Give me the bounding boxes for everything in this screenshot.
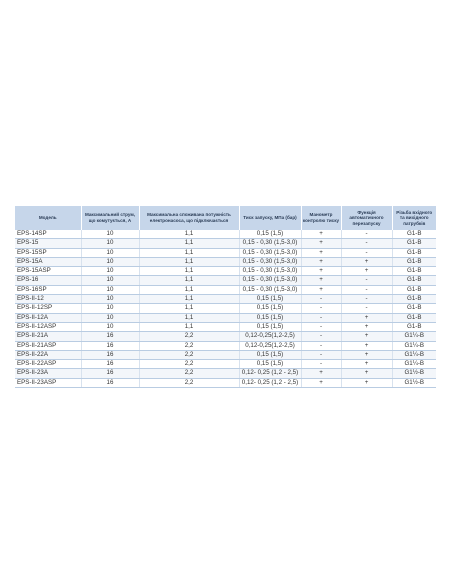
- cell-pressure-gauge: -: [301, 332, 341, 341]
- cell-start-pressure: 0,15 (1,5): [239, 322, 301, 331]
- cell-auto-restart: +: [341, 267, 392, 276]
- table-row: [15, 360, 436, 369]
- table-row: [15, 267, 436, 276]
- table-row: [15, 322, 436, 331]
- header-pressure-gauge: Манометр контролю тиску: [301, 206, 341, 230]
- cell-auto-restart: +: [341, 360, 392, 369]
- cell-max-current: 16: [81, 341, 139, 350]
- cell-auto-restart: -: [341, 295, 392, 304]
- header-thread: Різьба вхідного та вихідного патрубків: [392, 206, 436, 230]
- cell-auto-restart: -: [341, 304, 392, 313]
- cell-model: EPS-II-23ASP: [15, 378, 81, 387]
- cell-start-pressure: 0,15 - 0,30 (1,5-3,0): [239, 267, 301, 276]
- cell-max-power: 1,1: [139, 304, 239, 313]
- cell-pressure-gauge: +: [301, 267, 341, 276]
- table-header: [15, 206, 436, 230]
- cell-start-pressure: 0,15 - 0,30 (1,5-3,0): [239, 248, 301, 257]
- cell-max-current: 16: [81, 378, 139, 387]
- cell-pressure-gauge: +: [301, 378, 341, 387]
- cell-pressure-gauge: +: [301, 276, 341, 285]
- cell-auto-restart: +: [341, 378, 392, 387]
- cell-max-power: 1,1: [139, 230, 239, 239]
- table-row: [15, 239, 436, 248]
- cell-thread: G1-B: [392, 267, 436, 276]
- cell-start-pressure: 0,15 - 0,30 (1,5-3,0): [239, 276, 301, 285]
- cell-start-pressure: 0,15 (1,5): [239, 304, 301, 313]
- cell-thread: G1½-B: [392, 369, 436, 378]
- cell-max-current: 16: [81, 332, 139, 341]
- cell-pressure-gauge: -: [301, 304, 341, 313]
- cell-max-power: 1,1: [139, 267, 239, 276]
- cell-auto-restart: +: [341, 350, 392, 359]
- cell-auto-restart: +: [341, 341, 392, 350]
- cell-model: EPS-II-12ASP: [15, 322, 81, 331]
- table-row: [15, 369, 436, 378]
- cell-model: EPS-II-21A: [15, 332, 81, 341]
- pressure-switch-spec-table: [15, 206, 436, 388]
- cell-max-power: 1,1: [139, 239, 239, 248]
- table-body: [15, 230, 436, 388]
- cell-start-pressure: 0,15 - 0,30 (1,5-3,0): [239, 239, 301, 248]
- cell-max-current: 10: [81, 239, 139, 248]
- cell-start-pressure: 0,12-0,25(1,2-2,5): [239, 332, 301, 341]
- cell-max-current: 10: [81, 257, 139, 266]
- cell-start-pressure: 0,15 (1,5): [239, 295, 301, 304]
- cell-pressure-gauge: +: [301, 239, 341, 248]
- cell-pressure-gauge: +: [301, 369, 341, 378]
- cell-max-power: 1,1: [139, 322, 239, 331]
- cell-thread: G1-B: [392, 257, 436, 266]
- table-row: [15, 341, 436, 350]
- cell-start-pressure: 0,12- 0,25 (1,2 - 2,5): [239, 378, 301, 387]
- cell-pressure-gauge: +: [301, 230, 341, 239]
- cell-auto-restart: +: [341, 313, 392, 322]
- cell-auto-restart: +: [341, 257, 392, 266]
- cell-max-power: 2,2: [139, 360, 239, 369]
- cell-pressure-gauge: -: [301, 322, 341, 331]
- cell-model: EPS-II-21ASP: [15, 341, 81, 350]
- cell-thread: G1½-B: [392, 378, 436, 387]
- cell-start-pressure: 0,12-0,25(1,2-2,5): [239, 341, 301, 350]
- cell-max-power: 2,2: [139, 341, 239, 350]
- header-auto-restart: Функція автоматичного перезапуску: [341, 206, 392, 230]
- table-row: [15, 276, 436, 285]
- cell-pressure-gauge: -: [301, 313, 341, 322]
- cell-max-current: 16: [81, 350, 139, 359]
- cell-thread: G1-B: [392, 239, 436, 248]
- cell-thread: G1¼-B: [392, 360, 436, 369]
- cell-model: EPS-15SP: [15, 248, 81, 257]
- cell-max-power: 2,2: [139, 332, 239, 341]
- cell-max-power: 2,2: [139, 350, 239, 359]
- cell-max-current: 16: [81, 360, 139, 369]
- cell-start-pressure: 0,15 - 0,30 (1,5-3,0): [239, 257, 301, 266]
- cell-max-power: 1,1: [139, 276, 239, 285]
- cell-max-current: 16: [81, 369, 139, 378]
- table-row: [15, 304, 436, 313]
- cell-max-power: 1,1: [139, 285, 239, 294]
- header-max-current: Максимальний струм, що комутується, А: [81, 206, 139, 230]
- cell-auto-restart: +: [341, 332, 392, 341]
- cell-max-current: 10: [81, 230, 139, 239]
- cell-max-power: 1,1: [139, 248, 239, 257]
- cell-thread: G1-B: [392, 230, 436, 239]
- table-row: [15, 350, 436, 359]
- cell-auto-restart: -: [341, 230, 392, 239]
- cell-thread: G1-B: [392, 285, 436, 294]
- cell-thread: G1¼-B: [392, 350, 436, 359]
- cell-max-current: 10: [81, 276, 139, 285]
- cell-model: EPS-II-12A: [15, 313, 81, 322]
- cell-pressure-gauge: -: [301, 295, 341, 304]
- cell-max-current: 10: [81, 285, 139, 294]
- header-row: [15, 206, 436, 230]
- cell-max-current: 10: [81, 248, 139, 257]
- cell-model: EPS-16SP: [15, 285, 81, 294]
- cell-thread: G1-B: [392, 304, 436, 313]
- cell-thread: G1-B: [392, 248, 436, 257]
- cell-model: EPS-II-12: [15, 295, 81, 304]
- table-row: [15, 248, 436, 257]
- cell-max-power: 1,1: [139, 313, 239, 322]
- cell-model: EPS-II-22A: [15, 350, 81, 359]
- cell-max-current: 10: [81, 267, 139, 276]
- cell-model: EPS-15: [15, 239, 81, 248]
- cell-pressure-gauge: +: [301, 248, 341, 257]
- cell-thread: G1-B: [392, 295, 436, 304]
- cell-auto-restart: +: [341, 369, 392, 378]
- table-row: [15, 230, 436, 239]
- cell-thread: G1¼-B: [392, 341, 436, 350]
- cell-thread: G1-B: [392, 313, 436, 322]
- header-start-pressure: Тиск запуску, МПа (бар): [239, 206, 301, 230]
- cell-pressure-gauge: -: [301, 350, 341, 359]
- cell-max-power: 1,1: [139, 295, 239, 304]
- cell-thread: G1¼-B: [392, 332, 436, 341]
- table-row: [15, 313, 436, 322]
- cell-start-pressure: 0,15 (1,5): [239, 230, 301, 239]
- cell-pressure-gauge: +: [301, 257, 341, 266]
- cell-model: EPS-15A: [15, 257, 81, 266]
- cell-auto-restart: -: [341, 276, 392, 285]
- cell-max-power: 1,1: [139, 257, 239, 266]
- cell-start-pressure: 0,15 (1,5): [239, 313, 301, 322]
- table-row: [15, 257, 436, 266]
- cell-max-current: 10: [81, 304, 139, 313]
- cell-start-pressure: 0,12- 0,25 (1,2 - 2,5): [239, 369, 301, 378]
- cell-auto-restart: +: [341, 322, 392, 331]
- cell-model: EPS-II-22ASP: [15, 360, 81, 369]
- cell-model: EPS-II-23A: [15, 369, 81, 378]
- table-row: [15, 332, 436, 341]
- cell-max-current: 10: [81, 322, 139, 331]
- cell-pressure-gauge: -: [301, 341, 341, 350]
- table-row: [15, 378, 436, 387]
- cell-max-current: 10: [81, 295, 139, 304]
- cell-auto-restart: -: [341, 239, 392, 248]
- cell-start-pressure: 0,15 - 0,30 (1,5-3,0): [239, 285, 301, 294]
- cell-model: EPS-II-12SP: [15, 304, 81, 313]
- cell-pressure-gauge: -: [301, 360, 341, 369]
- cell-model: EPS-14SP: [15, 230, 81, 239]
- cell-pressure-gauge: +: [301, 285, 341, 294]
- cell-auto-restart: -: [341, 248, 392, 257]
- cell-start-pressure: 0,15 (1,5): [239, 360, 301, 369]
- header-model: Модель: [15, 206, 81, 230]
- cell-thread: G1-B: [392, 276, 436, 285]
- table-row: [15, 295, 436, 304]
- cell-start-pressure: 0,15 (1,5): [239, 350, 301, 359]
- cell-model: EPS-15ASP: [15, 267, 81, 276]
- cell-auto-restart: -: [341, 285, 392, 294]
- cell-max-current: 10: [81, 313, 139, 322]
- table-row: [15, 285, 436, 294]
- cell-max-power: 2,2: [139, 369, 239, 378]
- cell-max-power: 2,2: [139, 378, 239, 387]
- header-max-power: Максимальна споживана потужність електронасоса, що підключається: [139, 206, 239, 230]
- cell-thread: G1-B: [392, 322, 436, 331]
- cell-model: EPS-16: [15, 276, 81, 285]
